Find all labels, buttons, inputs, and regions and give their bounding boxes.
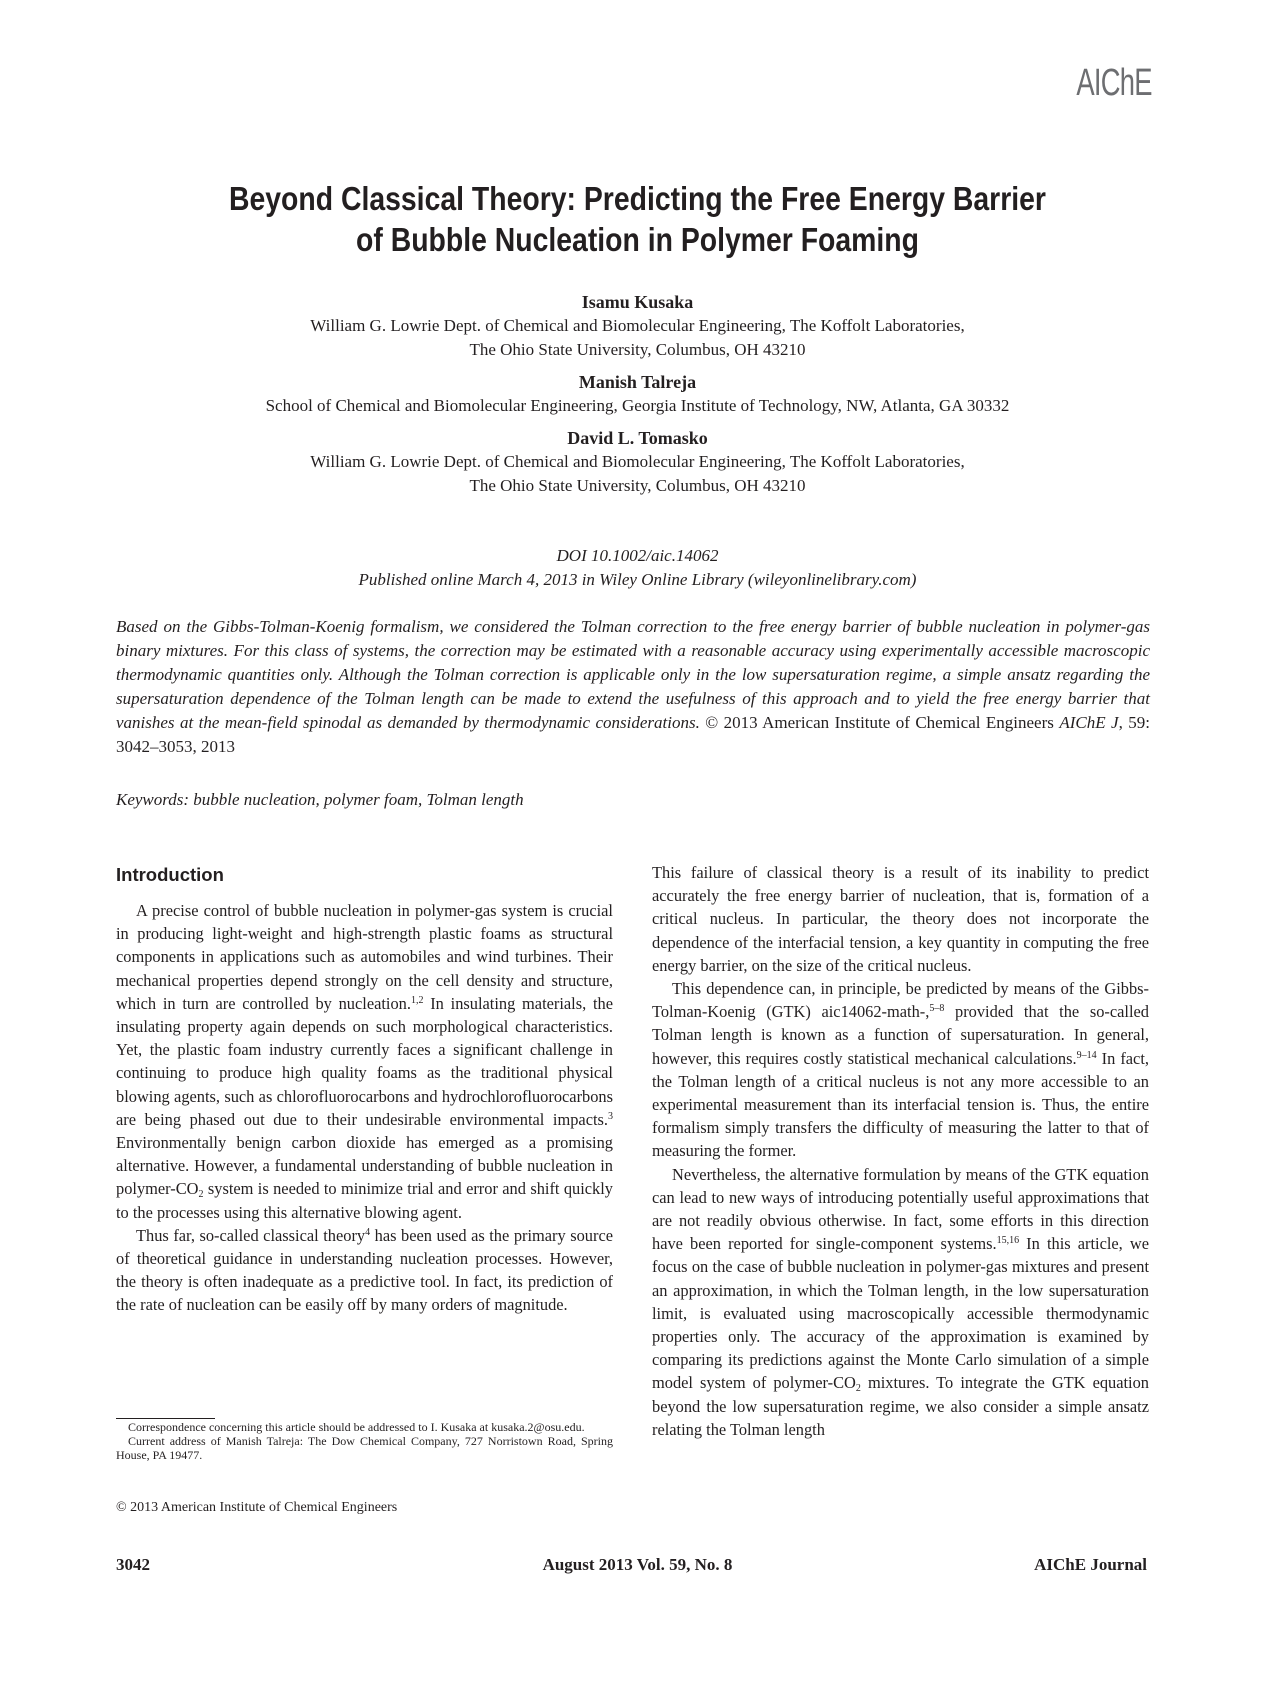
abstract-journal: AIChE J bbox=[1059, 713, 1119, 732]
author-affiliation: William G. Lowrie Dept. of Chemical and Biomolecular Engineering, The Koffolt Laboratories, bbox=[310, 316, 965, 335]
text-run: Nevertheless, the alternative formulation by means of the GTK equation can lead to new ways of introducing potentially useful approximations that are not readily obvious otherwise. In fact, some efforts in this direction have been reported for single-component systems. bbox=[652, 1164, 1149, 1254]
footnotes bbox=[116, 1420, 613, 1462]
text-run: In this article, we focus on the case of bubble nucleation in polymer-gas mixtures and present an approximation, in which the Tolman length, in the low supersaturation limit, is evaluated using macroscopically accessible thermodynamic properties only. The accuracy of the approximation is examined by comparing its predictions against the Monte Carlo simulation of a simple model system of polymer-CO bbox=[652, 1234, 1149, 1393]
title-line-1: Beyond Classical Theory: Predicting the Free Energy Barrier bbox=[228, 180, 1046, 217]
published-note: Published online March 4, 2013 in Wiley Online Library (wileyonlinelibrary.com) bbox=[358, 570, 917, 589]
text-run: In fact, the Tolman length of a critical nucleus is not any more accessible to an experimental measurement than its interfacial tension is. Thus, the entire formalism simply transfers the difficulty of measuring the latter to that of measuring the former. bbox=[652, 1048, 1149, 1161]
copyright-notice: © 2013 American Institute of Chemical Engineers bbox=[116, 1500, 398, 1515]
citation-ref: 4 bbox=[365, 1226, 371, 1238]
text-run: has been used as the primary source of theoretical guidance in understanding nucleation processes. However, the theory is often inadequate as a predictive tool. In fact, its prediction of the rate of nucleation can be easily off by many orders of magnitude. bbox=[116, 1225, 614, 1315]
author-affiliation: William G. Lowrie Dept. of Chemical and Biomolecular Engineering, The Koffolt Laboratories, bbox=[310, 452, 965, 471]
author-affiliation: The Ohio State University, Columbus, OH 43210 bbox=[469, 340, 806, 359]
paragraph bbox=[116, 899, 613, 1224]
abstract-copyright: © 2013 American Institute of Chemical Engineers bbox=[699, 713, 1060, 732]
abstract-citation: , 59: 3042–3053, 2013 bbox=[116, 713, 1150, 756]
doi-block bbox=[120, 544, 1155, 592]
abstract-text: Based on the Gibbs-Tolman-Koenig formalism, we considered the Tolman correction to the free energy barrier of bubble nucleation in polymer-gas binary mixtures. For this class of systems, the correction may be estimated with a reasonable accuracy using experimentally accessible macroscopic thermodynamic quantities only. Although the Tolman correction is applicable only in the low supersaturation regime, a simple ansatz regarding the supersaturation dependence of the Tolman length can be made to extend the usefulness of this approach and to yield the free energy barrier that vanishes at the mean-field spinodal as demanded by thermodynamic considerations. bbox=[116, 617, 1150, 732]
footnote-rule bbox=[116, 1418, 215, 1419]
text-run: In insulating materials, the insulating property again depends on such morphological characteristics. Yet, the plastic foam industry currently faces a significant challenge in continuing to produce high quality foams as the traditional physical blowing agents, such as chlorofluorocarbons and hydrochlorofluorocarbons are being phased out due to their undesirable environmental impacts. bbox=[116, 993, 613, 1129]
citation-ref: 15,16 bbox=[996, 1235, 1020, 1247]
paragraph bbox=[116, 1224, 613, 1317]
title-line-2: of Bubble Nucleation in Polymer Foaming bbox=[356, 221, 919, 258]
text-run: This dependence can, in principle, be predicted by means of the Gibbs-Tolman-Koenig (GTK) aic14062-math-, bbox=[652, 979, 1149, 1022]
author-name: David L. Tomasko bbox=[567, 428, 708, 448]
journal-logo: AIChE bbox=[1076, 62, 1152, 104]
issue-info: August 2013 Vol. 59, No. 8 bbox=[542, 1555, 733, 1574]
paragraph bbox=[652, 1163, 1149, 1441]
text-run: Thus far, so-called classical theory bbox=[136, 1225, 366, 1245]
text-run: system is needed to minimize trial and error and shift quickly to the processes using this alternative blowing agent. bbox=[116, 1179, 613, 1222]
subscript: 2 bbox=[198, 1189, 204, 1201]
keywords: Keywords: bubble nucleation, polymer foam, Tolman length bbox=[116, 790, 524, 809]
text-run: A precise control of bubble nucleation in polymer-gas system is crucial in producing light-weight and high-strength plastic foams as structural components in applications such as automobiles and wind turbines. Their mechanical properties depend strongly on the cell density and structure, which in turn are controlled by nucleation. bbox=[116, 901, 613, 1013]
text-run: mixtures. To integrate the GTK equation beyond the low supersaturation regime, we also consider a simple ansatz relating the Tolman length bbox=[652, 1373, 1150, 1439]
author-affiliation: The Ohio State University, Columbus, OH 43210 bbox=[469, 476, 806, 495]
page-number: 3042 bbox=[116, 1555, 150, 1574]
citation-ref: 9–14 bbox=[1076, 1049, 1097, 1061]
author-name: Isamu Kusaka bbox=[581, 292, 694, 312]
paragraph: This failure of classical theory is a result of its inability to predict accurately the free energy barrier of nucleation, that is, formation of a critical nucleus. In particular, the theory does not incorporate the dependence of the interfacial tension, a key quantity in computing the free energy barrier, on the size of the critical nucleus. bbox=[652, 863, 1149, 975]
section-heading-introduction: Introduction bbox=[116, 864, 224, 885]
author-name: Manish Talreja bbox=[578, 372, 697, 392]
citation-ref: 5–8 bbox=[929, 1003, 945, 1015]
text-run: provided that the so-called Tolman length is known as a function of supersaturation. In general, however, this requires costly statistical mechanical calculations. bbox=[652, 1002, 1149, 1068]
text-run: Environmentally benign carbon dioxide has emerged as a promising alternative. However, a fundamental understanding of bubble nucleation in polymer-CO bbox=[116, 1133, 613, 1199]
paragraph bbox=[652, 977, 1149, 1163]
right-column bbox=[652, 861, 1149, 1441]
author-block bbox=[120, 290, 1155, 498]
journal-name: AIChE Journal bbox=[1034, 1555, 1147, 1574]
left-column bbox=[116, 899, 613, 1317]
abstract bbox=[116, 615, 1150, 759]
citation-ref: 1,2 bbox=[410, 994, 424, 1006]
subscript: 2 bbox=[855, 1383, 861, 1395]
footnote: Correspondence concerning this article should be addressed to I. Kusaka at kusaka.2@osu.edu. bbox=[128, 1420, 585, 1434]
article-title bbox=[120, 178, 1155, 260]
author-affiliation: School of Chemical and Biomolecular Engineering, Georgia Institute of Technology, NW, Atlanta, GA 30332 bbox=[265, 396, 1010, 415]
footnote: Current address of Manish Talreja: The Dow Chemical Company, 727 Norristown Road, Spring House, PA 19477. bbox=[116, 1434, 613, 1462]
doi: DOI 10.1002/aic.14062 bbox=[556, 546, 719, 565]
citation-ref: 3 bbox=[608, 1110, 613, 1122]
